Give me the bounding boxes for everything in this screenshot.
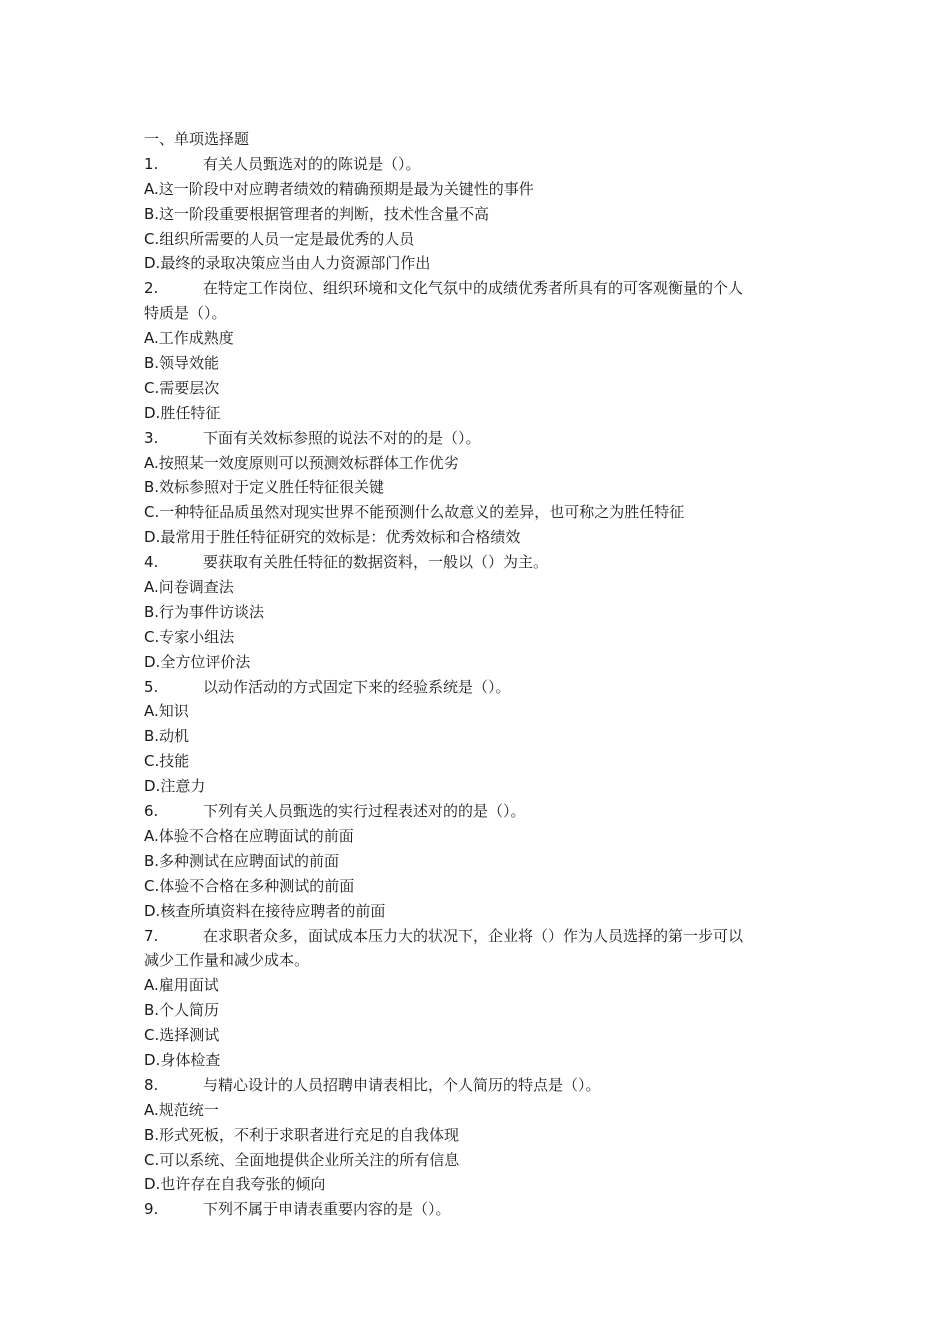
answer-option: B.行为事件访谈法 bbox=[144, 602, 265, 621]
question-stem bbox=[144, 1073, 824, 1098]
answer-option: A.问卷调查法 bbox=[144, 578, 234, 597]
answer-option: B.效标参照对于定义胜任特征很关键 bbox=[144, 478, 385, 497]
answer-option: D.最常用于胜任特征研究的效标是：优秀效标和合格绩效 bbox=[144, 528, 521, 547]
question-number: 6. bbox=[144, 802, 159, 821]
question-stem bbox=[144, 675, 824, 700]
question-number: 2. bbox=[144, 279, 159, 298]
answer-option: A.工作成熟度 bbox=[144, 329, 234, 348]
question-stem bbox=[144, 799, 824, 824]
question-text: 在求职者众多，面试成本压力大的状况下，企业将（）作为人员选择的第一步可以 bbox=[203, 926, 744, 945]
question-text: 要获取有关胜任特征的数据资料，一般以（）为主。 bbox=[203, 553, 549, 572]
question-text-continued: 特质是（）。 bbox=[144, 304, 227, 323]
question-text: 下列不属于申请表重要内容的是（）。 bbox=[203, 1200, 451, 1219]
answer-option: B.动机 bbox=[144, 727, 190, 746]
question-text: 下列有关人员甄选的实行过程表述对的的是（）。 bbox=[203, 802, 526, 821]
question-stem bbox=[144, 152, 824, 177]
answer-option: D.身体检查 bbox=[144, 1050, 221, 1069]
question-number: 7. bbox=[144, 926, 159, 945]
answer-option: A.知识 bbox=[144, 702, 189, 721]
question-text: 有关人员甄选对的的陈说是（）。 bbox=[203, 154, 421, 173]
answer-option: C.专家小组法 bbox=[144, 627, 235, 646]
question-text-continued: 减少工作量和减少成本。 bbox=[144, 951, 310, 970]
answer-option: B.形式死板，不利于求职者进行充足的自我体现 bbox=[144, 1125, 460, 1144]
answer-option: D.也许存在自我夸张的倾向 bbox=[144, 1175, 326, 1194]
section-title: 一、单项选择题 bbox=[144, 130, 250, 148]
answer-option: D.最终的录取决策应当由人力资源部门作出 bbox=[144, 254, 431, 273]
answer-option: C.选择测试 bbox=[144, 1026, 220, 1045]
question-stem bbox=[144, 550, 824, 575]
question-number: 8. bbox=[144, 1075, 159, 1094]
question-text: 以动作活动的方式固定下来的经验系统是（）。 bbox=[203, 677, 511, 696]
answer-option: C.可以系统、全面地提供企业所关注的所有信息 bbox=[144, 1150, 460, 1169]
answer-option: A.这一阶段中对应聘者绩效的精确预期是最为关键性的事件 bbox=[144, 179, 534, 198]
answer-option: D.胜任特征 bbox=[144, 403, 221, 422]
question-text: 在特定工作岗位、组织环境和文化气氛中的成绩优秀者所具有的可客观衡量的个人 bbox=[203, 279, 744, 298]
answer-option: A.按照某一效度原则可以预测效标群体工作优劣 bbox=[144, 453, 459, 472]
answer-option: A.雇用面试 bbox=[144, 976, 219, 995]
answer-option: C.技能 bbox=[144, 752, 190, 771]
question-stem bbox=[144, 1197, 824, 1222]
answer-option: C.一种特征品质虽然对现实世界不能预测什么故意义的差异，也可称之为胜任特征 bbox=[144, 503, 685, 522]
question-number: 1. bbox=[144, 154, 159, 173]
question-stem bbox=[144, 276, 824, 301]
answer-option: D.注意力 bbox=[144, 777, 206, 796]
question-list bbox=[144, 127, 824, 1222]
answer-option: C.体验不合格在多种测试的前面 bbox=[144, 876, 355, 895]
question-stem bbox=[144, 924, 824, 949]
answer-option: D.核查所填资料在接待应聘者的前面 bbox=[144, 901, 386, 920]
answer-option: A.体验不合格在应聘面试的前面 bbox=[144, 826, 354, 845]
answer-option: B.个人简历 bbox=[144, 1001, 220, 1020]
answer-option: C.需要层次 bbox=[144, 378, 220, 397]
answer-option: C.组织所需要的人员一定是最优秀的人员 bbox=[144, 229, 415, 248]
answer-option: B.领导效能 bbox=[144, 354, 220, 373]
question-text: 下面有关效标参照的说法不对的的是（）。 bbox=[203, 428, 481, 447]
question-text: 与精心设计的人员招聘申请表相比，个人简历的特点是（）。 bbox=[203, 1075, 601, 1094]
answer-option: D.全方位评价法 bbox=[144, 652, 251, 671]
question-number: 9. bbox=[144, 1200, 159, 1219]
answer-option: B.这一阶段重要根据管理者的判断，技术性含量不高 bbox=[144, 204, 490, 223]
answer-option: B.多种测试在应聘面试的前面 bbox=[144, 851, 340, 870]
question-stem bbox=[144, 426, 824, 451]
question-number: 4. bbox=[144, 553, 159, 572]
question-number: 3. bbox=[144, 428, 159, 447]
answer-option: A.规范统一 bbox=[144, 1100, 219, 1119]
question-number: 5. bbox=[144, 677, 159, 696]
